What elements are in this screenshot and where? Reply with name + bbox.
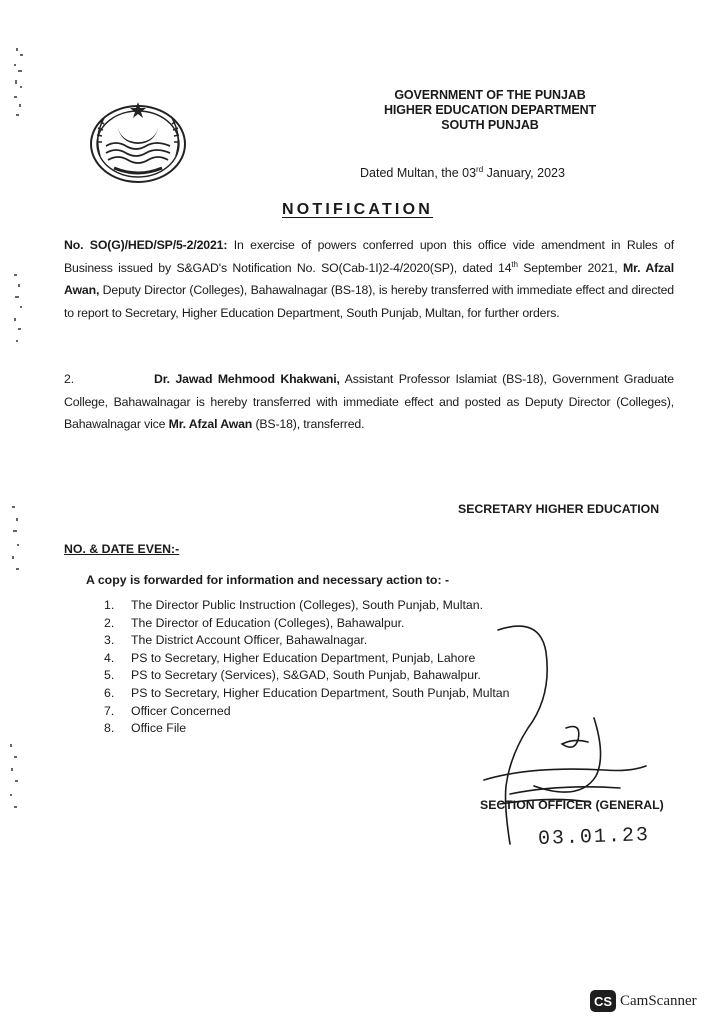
list-item xyxy=(104,632,509,650)
list-item-number: 7. xyxy=(104,703,115,718)
list-item-text: Office File xyxy=(131,721,187,736)
list-item-number: 6. xyxy=(104,685,115,700)
list-item xyxy=(104,720,509,738)
dated-line xyxy=(360,165,565,180)
paragraph-1 xyxy=(64,234,674,324)
paragraph-1-text-a: In exercise of powers conferred upon this office vide amendment in Rules of Business issued by S&GAD's Notification No. SO(Cab-1I)2-4/2020(SP), dated 14 xyxy=(64,238,675,275)
list-item-number: 2. xyxy=(104,615,115,630)
paragraph-2 xyxy=(64,368,674,436)
punjab-government-emblem xyxy=(84,96,192,186)
list-item-number: 3. xyxy=(104,633,115,648)
margin-scan-marks xyxy=(2,500,28,580)
handwritten-date: 03.01.23 xyxy=(537,824,651,851)
officer-name-jawad-khakwani: Dr. Jawad Mehmood Khakwani, xyxy=(154,372,340,386)
margin-scan-marks xyxy=(2,270,28,350)
copy-recipient-list xyxy=(104,597,509,738)
camscanner-logo-icon: CS xyxy=(590,990,616,1012)
paragraph-1-superscript: th xyxy=(511,259,518,269)
notification-title: NOTIFICATION xyxy=(282,201,433,218)
list-item-text: The District Account Officer, Bahawalnagar. xyxy=(131,633,368,648)
list-item-number: 5. xyxy=(104,668,115,683)
copy-forwarded-intro: A copy is forwarded for information and necessary action to: - xyxy=(86,573,450,587)
section-officer-label: SECTION OFFICER (GENERAL) xyxy=(480,798,664,812)
handwritten-signature xyxy=(470,616,670,856)
list-item-text: PS to Secretary, Higher Education Department, Punjab, Lahore xyxy=(131,650,476,665)
paragraph-1-text-c: Deputy Director (Colleges), Bahawalnagar (BS-18), is hereby transferred with immediate effect and directed to report to Secretary, Higher Education Department, South Punjab, Multan, for further orders. xyxy=(64,283,674,320)
list-item-text: PS to Secretary (Services), S&GAD, South Punjab, Bahawalpur. xyxy=(131,668,481,683)
paragraph-1-text-b: September 2021, xyxy=(517,260,624,275)
list-item-text: The Director of Education (Colleges), Bahawalpur. xyxy=(131,615,405,630)
header-line-region: SOUTH PUNJAB xyxy=(441,118,539,132)
list-item-text: PS to Secretary, Higher Education Department, South Punjab, Multan xyxy=(131,685,510,700)
list-item xyxy=(104,685,509,703)
department-header xyxy=(340,88,640,133)
list-item-number: 1. xyxy=(104,598,115,612)
secretary-signature-block: SECRETARY HIGHER EDUCATION xyxy=(458,502,660,516)
dated-rest: January, 2023 xyxy=(483,166,565,181)
officer-name-afzal-awan-2: Mr. Afzal Awan xyxy=(168,417,253,431)
header-line-department: HIGHER EDUCATION DEPARTMENT xyxy=(383,103,597,117)
list-item xyxy=(104,703,509,721)
notification-reference: No. SO(G)/HED/SP/5-2/2021: xyxy=(64,238,228,252)
camscanner-label: CamScanner xyxy=(620,992,697,1009)
dated-prefix: Dated Multan, the 03 xyxy=(360,166,477,181)
officer-name-afzal-awan: Mr. Afzal Awan, xyxy=(64,260,674,297)
list-item-number: 8. xyxy=(104,721,115,736)
list-item xyxy=(104,667,509,685)
list-item-text: Officer Concerned xyxy=(131,703,231,718)
list-item-number: 4. xyxy=(104,650,115,665)
list-item-text: The Director Public Instruction (Colleges), South Punjab, Multan. xyxy=(131,598,483,612)
margin-scan-marks xyxy=(2,740,28,820)
header-line-government: GOVERNMENT OF THE PUNJAB xyxy=(394,88,586,102)
dated-suffix: rd xyxy=(476,165,484,174)
paragraph-2-text-a: Assistant Professor Islamiat (BS-18), Government Graduate College, Bahawalnagar is hereby transferred with immediate effect and posted as Deputy Director (Colleges), Bahawalnagar vice xyxy=(64,372,674,431)
no-and-date-even: NO. & DATE EVEN:- xyxy=(64,542,180,556)
list-item xyxy=(104,597,509,615)
list-item xyxy=(104,650,509,668)
margin-scan-marks xyxy=(2,40,28,130)
paragraph-2-number: 2. xyxy=(64,372,74,386)
paragraph-2-text-b: (BS-18), transferred. xyxy=(252,417,365,431)
list-item xyxy=(104,615,509,633)
camscanner-watermark xyxy=(590,990,697,1012)
